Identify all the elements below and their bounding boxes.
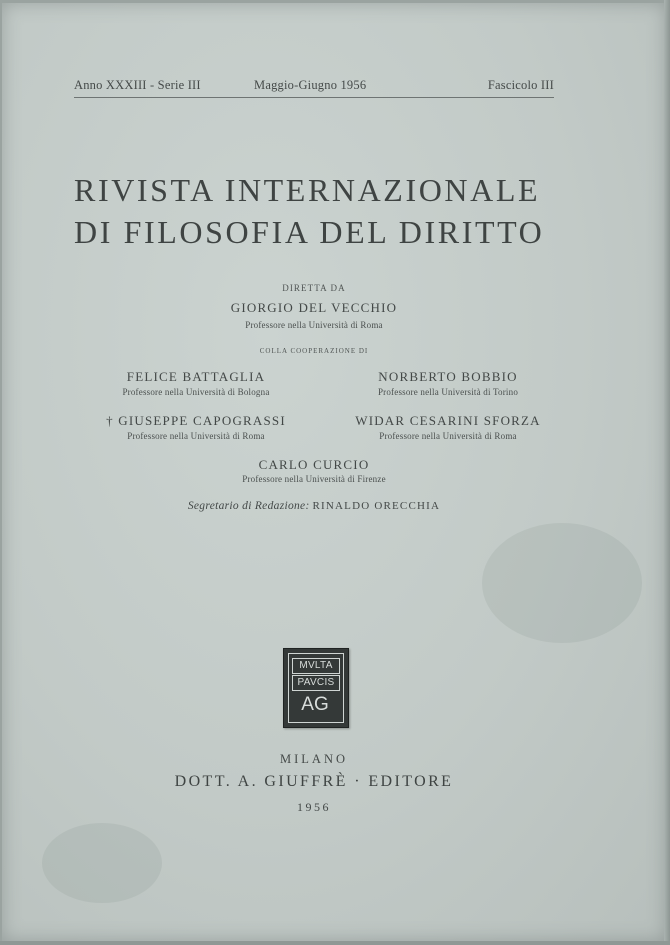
volume-series: Anno XXXIII - Serie III	[74, 78, 201, 92]
journal-title-line-2: DI FILOSOFIA DEL DIRITTO	[74, 214, 545, 250]
issue-header	[74, 78, 554, 96]
header-rule	[74, 97, 554, 98]
editorial-secretary	[0, 500, 628, 512]
collaborator-affiliation: Professore nella Università di Roma	[127, 431, 265, 441]
directed-by-label: DIRETTA DA	[282, 283, 346, 293]
collaborator-name: FELICE BATTAGLIA	[126, 369, 266, 384]
collaborator-name: NORBERTO BOBBIO	[378, 369, 518, 384]
collaborator-affiliation: Professore nella Università di Torino	[377, 387, 519, 397]
imprint-year: 1956	[297, 800, 331, 814]
collaborator-affiliation: Professore nella Università di Firenze	[242, 474, 386, 484]
issue-date: Maggio-Giugno 1956	[254, 78, 367, 92]
page-edge-bottom	[0, 941, 670, 945]
page-edge-right	[664, 0, 670, 945]
collaborator-name: † GIUSEPPE CAPOGRASSI	[106, 413, 286, 428]
collaborator-name: WIDAR CESARINI SFORZA	[355, 413, 541, 428]
logo-motto-word-2: PAVCIS	[292, 675, 340, 691]
collaborator-affiliation: Professore nella Università di Roma	[379, 431, 517, 441]
logo-monogram: AG	[301, 694, 329, 715]
logo-motto-word-1: MVLTA	[292, 658, 340, 674]
director-name: GIORGIO DEL VECCHIO	[230, 300, 398, 315]
paper-stain	[42, 823, 162, 903]
imprint-publisher: DOTT. A. GIUFFRÈ · EDITORE	[174, 773, 454, 790]
collaborator-name: CARLO CURCIO	[258, 457, 370, 472]
collaborator-affiliation: Professore nella Università di Bologna	[122, 387, 270, 397]
publisher-logo	[283, 648, 349, 728]
cooperation-label: COLLA COOPERAZIONE DI	[259, 347, 369, 355]
issue-number: Fascicolo III	[487, 78, 554, 92]
imprint-city: MILANO	[280, 752, 348, 766]
secretary-name: RINALDO ORECCHIA	[312, 500, 441, 512]
director-affiliation: Professore nella Università di Roma	[245, 320, 383, 330]
journal-title-line-1: RIVISTA INTERNAZIONALE	[74, 172, 541, 208]
secretary-label: Segretario di Redazione:	[187, 500, 310, 512]
logo-frame	[288, 653, 344, 723]
paper-stain	[482, 523, 642, 643]
